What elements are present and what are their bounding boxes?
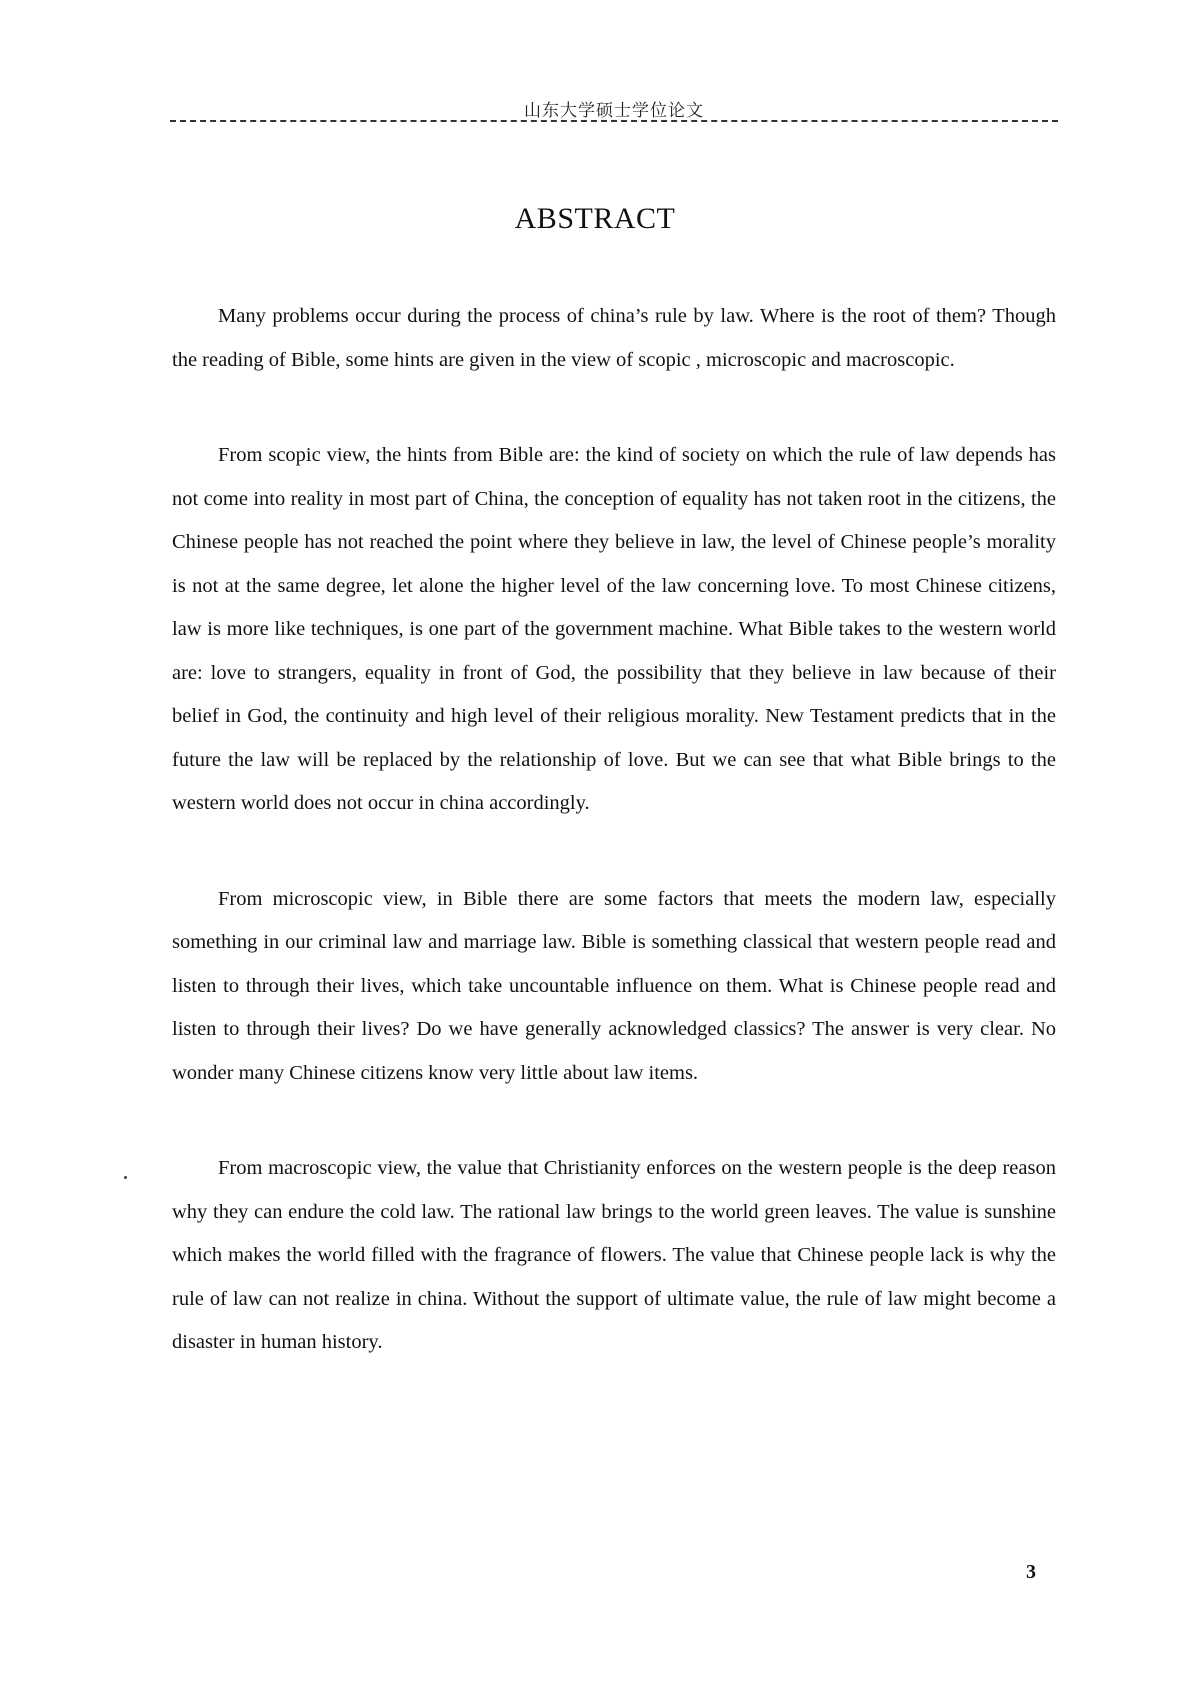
page-number: 3 xyxy=(1026,1561,1036,1583)
running-header: 山东大学硕士学位论文 xyxy=(524,101,704,120)
paragraph-scopic-view: From scopic view, the hints from Bible are: the kind of society on which the rule of law depends has not come into reality in most part of China, the conception of equality has not taken root in the citizens, the Chinese people has not reached the point where they believe in law, the level of Chinese people’s morality is not at the same degree, let alone the higher level of the law concerning love. To most Chinese citizens, law is more like techniques, is one part of the government machine. What Bible takes to the western world are: love to strangers, equality in front of God, the possibility that they believe in law because of their belief in God, the continuity and high level of their religious morality. New Testament predicts that in the future the law will be replaced by the relationship of love. But we can see that what Bible brings to the western world does not occur in china accordingly. xyxy=(172,444,1056,814)
paragraph-intro: Many problems occur during the process of china’s rule by law. Where is the root of them? Though the reading of Bible, some hints are given in the view of scopic , microscopic and macroscopic. xyxy=(172,305,1056,371)
paragraph-macroscopic-view: From macroscopic view, the value that Christianity enforces on the western people is the deep reason why they can endure the cold law. The rational law brings to the world green leaves. The value is sunshine which makes the world filled with the fragrance of flowers. The value that Chinese people lack is why the rule of law can not realize in china. Without the support of ultimate value, the rule of law might become a disaster in human history. xyxy=(172,1157,1056,1353)
scan-speck xyxy=(124,1176,127,1179)
page-title: ABSTRACT xyxy=(514,202,676,235)
abstract-body xyxy=(172,295,1056,1417)
header-rule xyxy=(170,120,1058,122)
paragraph-microscopic-view: From microscopic view, in Bible there are some factors that meets the modern law, especially something in our criminal law and marriage law. Bible is something classical that western people read and listen to through their lives, which take uncountable influence on them. What is Chinese people read and listen to through their lives? Do we have generally acknowledged classics? The answer is very clear. No wonder many Chinese citizens know very little about law items. xyxy=(172,887,1056,1084)
